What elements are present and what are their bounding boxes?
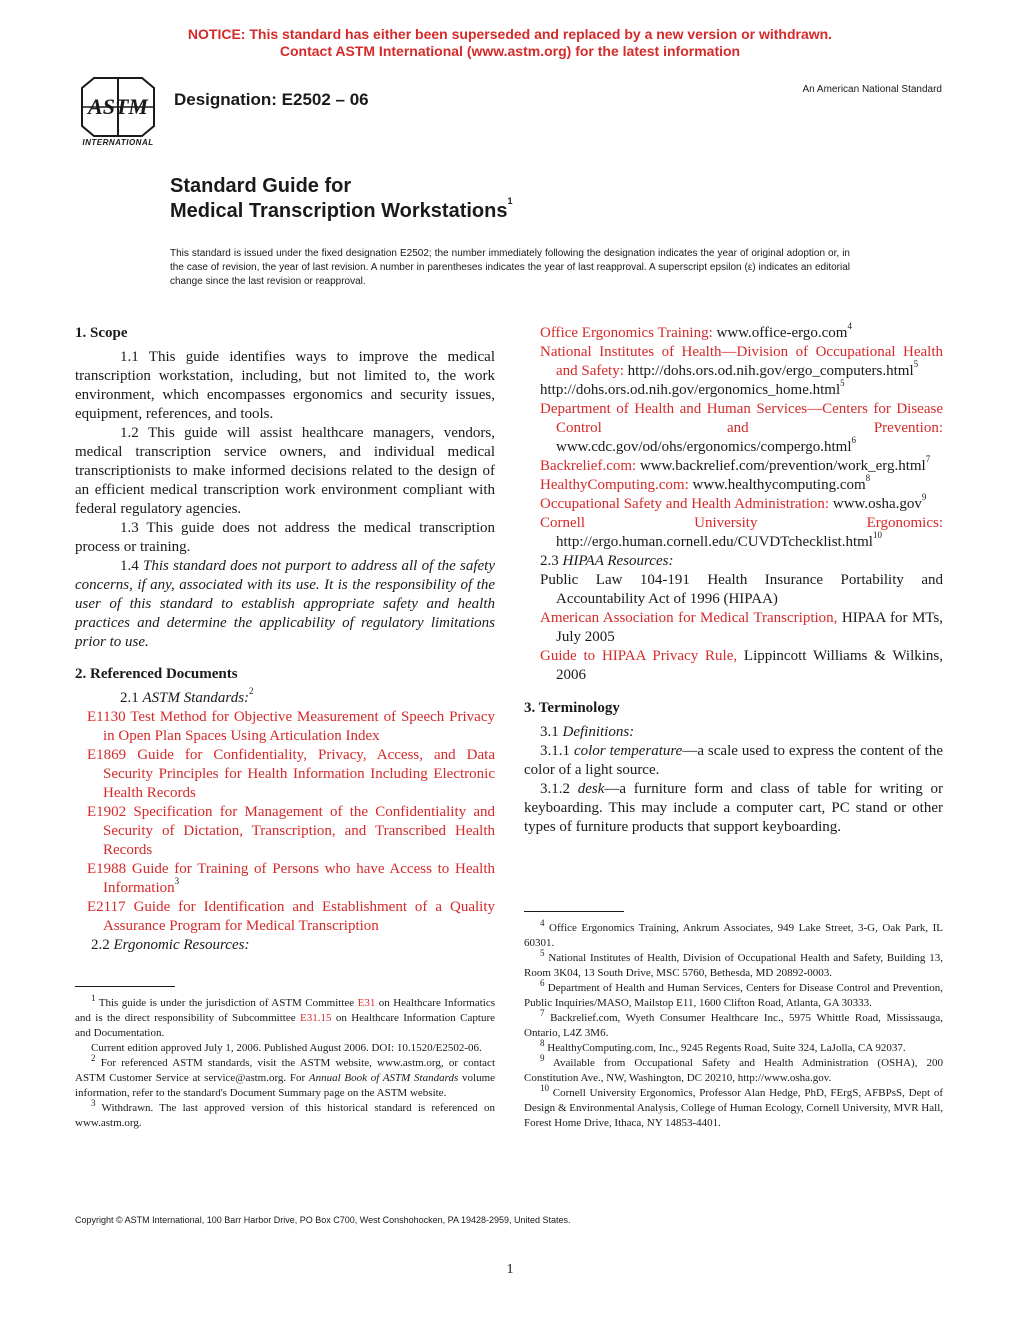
ergo-resource-item[interactable]: Occupational Safety and Health Administration: www.osha.gov$^9$ — [540, 492, 927, 512]
page-title — [170, 174, 513, 224]
footnote-7: $^7$ Backrelief.com, Wyeth Consumer Healthcare Inc., 5975 Whittle Road, Mississauga, Ontario, L4Z 3M6. — [524, 1008, 943, 1039]
ergo-resource-item[interactable]: Department of Health and Human Services—Centers for Disease Control and Prevention: www.cdc.gov/od/ohs/ergonomics/compergo.html$^6$ — [540, 401, 943, 455]
standard-item[interactable]: E1902 Specification for Management of the Confidentiality and Security of Dictation, Transcription, and Transcribed Health Records — [87, 804, 495, 858]
standard-item[interactable]: E1869 Guide for Confidentiality, Privacy, Access, and Data Security Principles for Health Information Including Electronic Health Records — [87, 747, 495, 801]
term-color-temperature: 3.1.1 color temperature—a scale used to express the content of the color of a light source. — [524, 743, 943, 778]
footnote-divider-right — [524, 911, 624, 912]
committee-link[interactable]: E31 — [357, 997, 376, 1009]
ergo-resource-extra-url[interactable]: http://dohs.ors.od.nih.gov/ergonomics_home.html$^5$ — [540, 378, 845, 398]
standard-item[interactable]: E1988 Guide for Training of Persons who have Access to Health Information$^3$ — [87, 861, 495, 896]
footnote-3: $^3$ Withdrawn. The last approved version of this historical standard is referenced on www.astm.org. — [75, 1098, 495, 1129]
definitions-label: 3.1 Definitions: — [540, 724, 635, 740]
left-footnotes — [75, 993, 496, 1131]
preamble: This standard is issued under the fixed designation E2502; the number immediately following the designation indicates the year of original adoption or, in the case of revision, the year of last revision. A number in parentheses indicates the year of last reapproval. A superscript epsilon (ε) indicates an editorial change since the last revision or reapproval. — [170, 248, 850, 287]
footnote-divider-left — [75, 986, 175, 987]
left-column — [75, 324, 495, 955]
footnote-8: $^8$ HealthyComputing.com, Inc., 9245 Regents Road, Suite 324, LaJolla, CA 92037. — [540, 1038, 906, 1054]
footnote-2: $^2$ For referenced ASTM standards, visit the ASTM website, www.astm.org, or contact ASTM Customer Service at service@astm.org. For Annual Book of ASTM Standards volume information, refer to the standard's Document Summary page on the ASTM website. — [75, 1053, 496, 1099]
right-footnotes — [524, 918, 943, 1131]
terminology-heading: 3. Terminology — [524, 700, 620, 716]
hipaa-law: Public Law 104-191 Health Insurance Portability and Accountability Act of 1996 (HIPAA) — [540, 572, 943, 607]
hipaa-resources-label: 2.3 HIPAA Resources: — [540, 553, 674, 569]
footnote-10: $^{10}$ Cornell University Ergonomics, Professor Alan Hedge, PhD, FErgS, AFBPsS, Dept of Design & Environmental Analysis, College of Human Ecology, Cornell University, MVR Hall, Forest Home Drive, Ithaca, NY 14853-4401. — [524, 1083, 943, 1129]
referenced-heading: 2. Referenced Documents — [75, 666, 238, 682]
copyright: Copyright © ASTM International, 100 Barr Harbor Drive, PO Box C700, West Conshohocken, PA 19428-2959, United States. — [75, 1215, 571, 1225]
ergo-resource-item[interactable]: Office Ergonomics Training: www.office-ergo.com$^4$ — [540, 321, 852, 341]
standard-item[interactable]: E1130 Test Method for Objective Measurement of Speech Privacy in Open Plan Spaces Using Articulation Index — [87, 709, 495, 744]
astm-logo — [74, 74, 162, 152]
svg-text:ASTM: ASTM — [88, 94, 148, 119]
ergo-list — [524, 321, 943, 552]
scope-1-3: 1.3 This guide does not address the medical transcription process or training. — [75, 520, 495, 555]
ergo-resource-item[interactable]: National Institutes of Health—Division of Occupational Health and Safety: http://dohs.ors.od.nih.gov/ergo_computers.html$^5$ — [540, 344, 943, 379]
hipaa-item[interactable]: American Association for Medical Transcription, HIPAA for MTs, July 2005 — [540, 610, 943, 645]
footnote-6: $^6$ Department of Health and Human Services, Centers for Disease Control and Prevention, Public Inquiries/MASO, Mailstop E11, 1600 Clifton Road, Atlanta, GA 30333. — [524, 978, 943, 1009]
footnote-1: $^1$ This guide is under the jurisdiction of ASTM Committee E31 on Healthcare Informatics and is the direct responsibility of Subcommittee E31.15 on Healthcare Information Capture and Documentation. — [75, 993, 495, 1039]
standards-list — [75, 708, 495, 936]
footnote-9: $^9$ Available from Occupational Safety and Health Administration (OSHA), 200 Constitution Ave., NW, Washington, DC 20210, http://www.osha.gov. — [524, 1053, 943, 1084]
scope-1-1: 1.1 This guide identifies ways to improve the medical transcription workstation, including, but not limited to, the work environment, which encompasses ergonomics and security issues, equipment, references, and tools. — [75, 349, 495, 422]
title-line-1: Standard Guide for — [170, 175, 352, 197]
page-number: 1 — [506, 1262, 514, 1277]
designation: Designation: E2502 – 06 — [174, 90, 369, 109]
ergo-resource-item[interactable]: Backrelief.com: www.backrelief.com/prevention/work_erg.html$^7$ — [540, 454, 931, 474]
notice-banner — [0, 26, 1020, 60]
footnote-4: $^4$ Office Ergonomics Training, Ankrum Associates, 949 Lake Street, 3-G, Oak Park, IL 60301. — [524, 918, 943, 949]
ergo-resource-item[interactable]: HealthyComputing.com: www.healthycomputing.com$^8$ — [540, 473, 871, 493]
title-line-2: Medical Transcription Workstations$^1$ — [170, 196, 513, 222]
standard-item[interactable]: E2117 Guide for Identification and Establishment of a Quality Assurance Program for Medical Transcription — [87, 899, 495, 934]
notice-line-1: NOTICE: This standard has either been superseded and replaced by a new version or withdrawn. — [187, 26, 833, 42]
scope-1-2: 1.2 This guide will assist healthcare managers, vendors, medical transcription service owners, and individual medical transcriptionists to make informed decisions related to the design of an efficient medical transcription work environment compliant with federal regulatory agencies. — [75, 425, 495, 517]
footnote-1-edition: Current edition approved July 1, 2006. Published August 2006. DOI: 10.1520/E2502-06. — [91, 1042, 482, 1054]
scope-heading: 1. Scope — [75, 325, 128, 341]
ergonomic-resources-label: 2.2 Ergonomic Resources: — [91, 937, 250, 953]
logo-subtext: INTERNATIONAL — [82, 138, 154, 147]
scope-1-4: 1.4 This standard does not purport to address all of the safety concerns, if any, associated with its use. It is the responsibility of the user of this standard to establish appropriate safety and health practices and determine the applicability of regulatory limitations prior to use. — [75, 558, 496, 650]
subcommittee-link[interactable]: E31.15 — [299, 1012, 332, 1024]
term-desk: 3.1.2 desk—a furniture form and class of table for writing or keyboarding. This may include a computer cart, PC stand or other types of furniture products that support keyboarding. — [524, 781, 943, 835]
national-standard-label: An American National Standard — [802, 84, 942, 95]
footnote-5: $^5$ National Institutes of Health, Division of Occupational Health and Safety, Building 13, Room 3K04, 13 South Drive, MSC 5760, Bethesda, MD 20892-0003. — [524, 948, 943, 979]
notice-line-2: Contact ASTM International (www.astm.org) for the latest information — [279, 43, 741, 59]
astm-standards-label: 2.1 ASTM Standards:$^2$ — [120, 686, 254, 706]
hipaa-item[interactable]: Guide to HIPAA Privacy Rule, Lippincott Williams & Wilkins, 2006 — [540, 648, 944, 683]
ergo-resource-item[interactable]: Cornell University Ergonomics: http://ergo.human.cornell.edu/CUVDTchecklist.html$^{10}$ — [540, 515, 943, 550]
right-column — [524, 321, 944, 837]
hipaa-list — [524, 571, 943, 685]
